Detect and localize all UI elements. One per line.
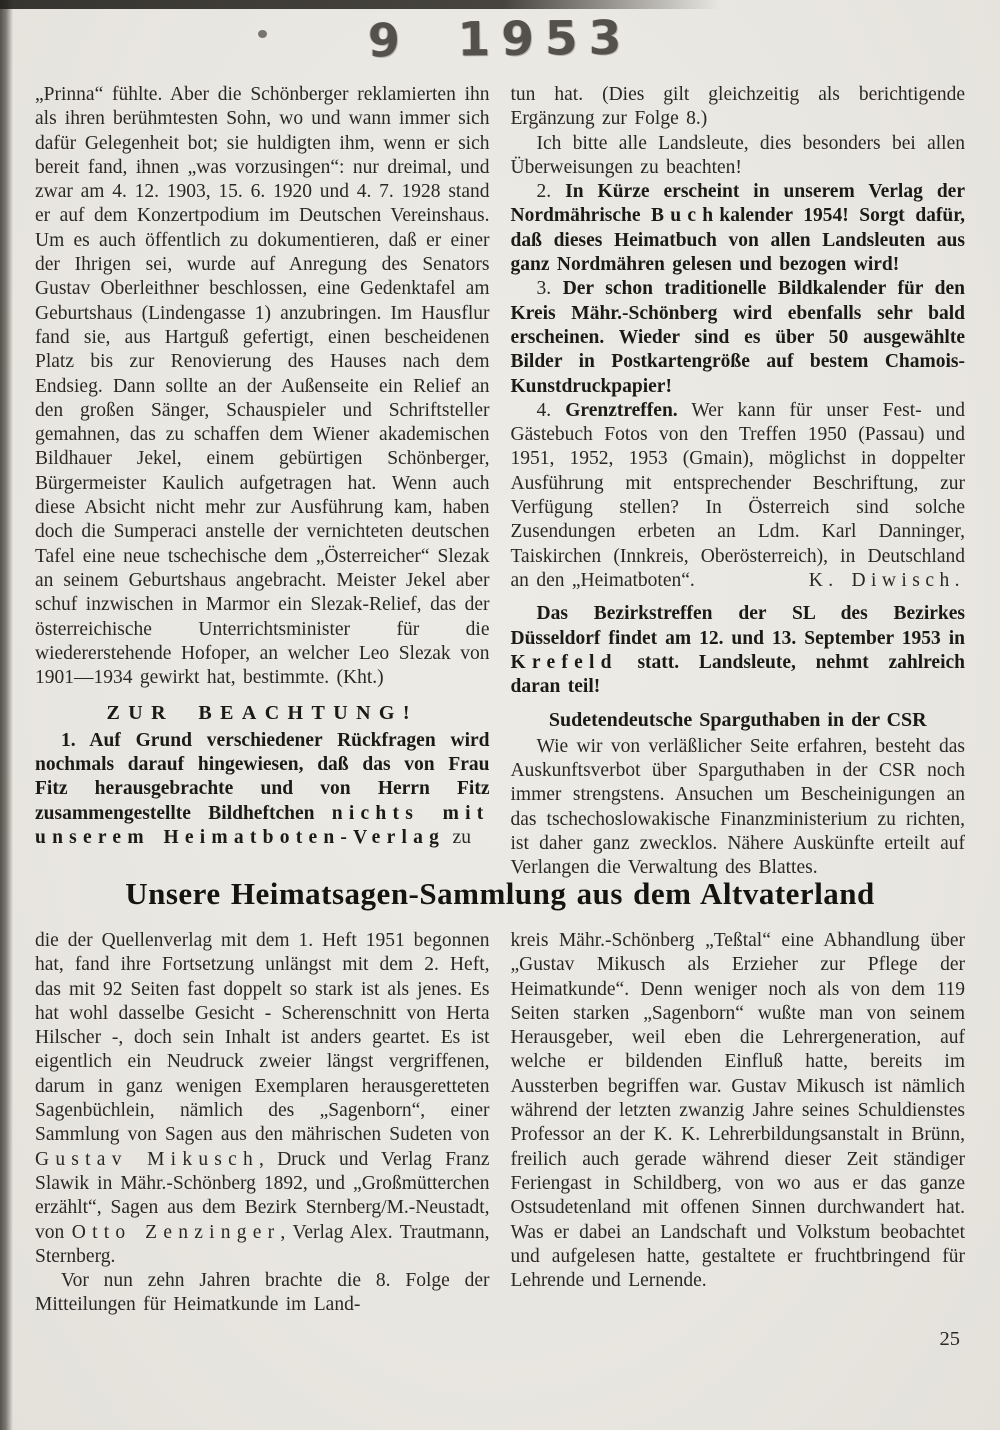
slezak-article-paragraph: „Prinna“ fühlte. Aber die Schönberger reklamierten ihn als ihren berühmtesten Sohn, wo und wann immer sich dafür Gelegenheit bot; sie huldigten ihm, wenn er sich bereit fand, ihnen „was vorzusingen“: nur dreimal, und zwar am 4. 12. 1903, 15. 6. 1920 und 4. 7. 1928 stand er auf dem Konzertpodium im Deutschen Vereinshaus. Um es auch öffentlich zu dokumentieren, daß er einer der Ihrigen sei, wurde auf Anregung des Senators Gustav Oberleithner beschlossen, eine Gedenktafel am Geburtshaus (Lindengasse 1) anzubringen. Im Hausflur fand sie, aus Hartguß gefertigt, einen bescheidenen Platz bis zur Renovierung des Hauses nach dem Endsieg. Dann sollte an der Außenseite ein Relief an den großen Sänger, Schauspieler und Schriftsteller gemahnen, das zu schaffen dem Wiener akademischen Bildhauer Jekel, einem gebürtigen Schönberger, Bürgermeister Kaulich aufgetragen hat. Wenn auch diese Absicht nicht mehr zur Ausführung kam, haben doch die Sumperaci anstelle der vernichteten deutschen Tafel eine neue tschechische dem „Österreicher“ Slezak an seinem Geburtshaus angebracht. Meister Jekel aber schuf inzwischen in Marmor ein Slezak-Relief, das der österreichische Unterrichtsminister für die wiedererstehende Hofoper, an welcher Leo Slezak von 1901—1934 gewirkt hat, bestimmte. (Kht.): [35, 84, 490, 689]
notice-item-2: 2. In Kürze erscheint in unserem Verlag der Nordmährische Buchkalender 1954! Sorgt dafür, daß dieses Heimatbuch von allen Landsleuten aus ganz Nordmähren gelesen und bezogen wird!: [510, 181, 965, 276]
scan-edge-top: [0, 0, 720, 9]
date-stamp: [368, 11, 633, 69]
zur-beachtung-heading: ZUR BEACHTUNG!: [106, 702, 418, 725]
sparguthaben-paragraph: Wie wir von verläßlicher Seite erfahren, besteht das Auskunftsverbot über Sparguthaben in der CSR noch immer strengstens. Ansuchen um Bescheinigungen an das tschechoslowakische Finanzministerium zu richten, ist daher ganz zwecklos. Nähere Auskünfte erteilt auf Verlangen die Verwaltung des Blattes.: [510, 735, 965, 879]
lower-text-section: [35, 929, 965, 1318]
upper-left-column: [35, 83, 490, 881]
sparguthaben-heading: Sudetendeutsche Sparguthaben in der CSR: [548, 709, 927, 732]
stamp-issue-number: 9: [367, 13, 401, 68]
mikusch-paragraph: kreis Mähr.-Schönberg „Teßtal“ eine Abhandlung über „Gustav Mikusch als Erzieher zur Pflege der Heimatkunde“. Denn weniger noch als von dem 119 Seiten starken „Sagenborn“ wußte man von seinem Herausgeber, weil eben die Lehrergeneration, auf welche er bildenden Einfluß hatte, bereits im Aussterben begriffen war. Gustav Mikusch ist nämlich während der letzten zwanzig Jahre seines Schuldienstes Professor an der K. K. Lehrerbildungsanstalt in Brünn, freilich auch gerade während dieser Zeit ständiger Feriengast in Schildberg, von wo aus er das ganze Ostsudetenland mit offenen Sinnen durchwandert hat. Was er dabei an Landschaft und Volkstum beobachtet und aufgelesen hatte, gestaltete er fruchtbringend für Lehrende und Lernende.: [510, 930, 965, 1292]
mitteilungen-paragraph: Vor nun zehn Jahren brachte die 8. Folge der Mitteilungen für Heimatkunde im Land-: [35, 1270, 490, 1316]
article-headline: Unsere Heimatsagen-Sammlung aus dem Altvaterland: [125, 876, 875, 911]
stamp-year: 1953: [457, 10, 633, 68]
lower-right-column: [511, 929, 966, 1318]
notice-item-4: 4. Grenztreffen. Wer kann für unser Fest- und Gästebuch Fotos von den Treffen 1950 (Passau) und 1951, 1952, 1953 (Gmain), möglichst in doppelter Ausführung mit entsprechender Beschriftung, zur Verfügung stellen? In Österreich sind solche Zusendungen erbeten an Ldm. Karl Danninger, Taiskirchen (Innkreis, Oberösterreich), in Deutschland an den „Heimatboten“. K. Diwisch.: [510, 399, 965, 591]
notice-appeal: Ich bitte alle Landsleute, dies besonders bei allen Überweisungen zu beachten!: [510, 132, 965, 178]
notice-item-1-continuation: tun hat. (Dies gilt gleichzeitig als berichtigende Ergänzung zur Folge 8.): [510, 84, 965, 130]
upper-text-section: [35, 83, 965, 881]
scan-edge-left: [0, 0, 13, 1430]
upper-right-column: [511, 83, 966, 881]
notice-item-1: 1. Auf Grund verschiedener Rückfragen wird nochmals darauf hingewiesen, daß das von Frau Fitz herausgebrachte und von Herrn Fitz zusammengestellte Bildheftchen nichts mit unserem Heimatboten-Verlag zu: [35, 729, 490, 848]
ink-speck: [258, 30, 267, 38]
page-number: 25: [939, 1328, 960, 1350]
lower-left-column: [35, 929, 490, 1318]
sagen-article-paragraph: die der Quellenverlag mit dem 1. Heft 1951 begonnen hat, fand ihre Fortsetzung unlängst mit dem 2. Heft, das mit 92 Seiten fast doppelt so stark ist als jenes. Es hat wohl dasselbe Gesicht - Scherenschnitt von Herta Hilscher -, doch sein Inhalt ist anders geartet. Es ist eigentlich ein Neudruck zweier längst vergriffenen, darum in ganz wenigen Exemplaren herausgeretteten Sagenbüchlein, nämlich des „Sagenborn“, einer Sammlung von Sagen aus den mährischen Sudeten von Gustav Mikusch, Druck und Verlag Franz Slawik in Mähr.-Schönberg 1892, und „Großmütterchen erzählt“, Sagen aus dem Bezirk Sternberg/M.-Neustadt, von Otto Zenzinger, Verlag Alex. Trautmann, Sternberg.: [35, 930, 490, 1267]
notice-item-3: 3. Der schon traditionelle Bildkalender für den Kreis Mähr.-Schönberg wird ebenfalls sehr bald erscheinen. Wieder sind es über 50 ausgewählte Bilder in Postkartengröße auf bestem Chamois-Kunstdruckpapier!: [510, 278, 965, 397]
bezirkstreffen-notice: Das Bezirkstreffen der SL des Bezirkes Düsseldorf findet am 12. und 13. September 1953 in Krefeld statt. Landsleute, nehmt zahlreich daran teil!: [510, 603, 965, 698]
